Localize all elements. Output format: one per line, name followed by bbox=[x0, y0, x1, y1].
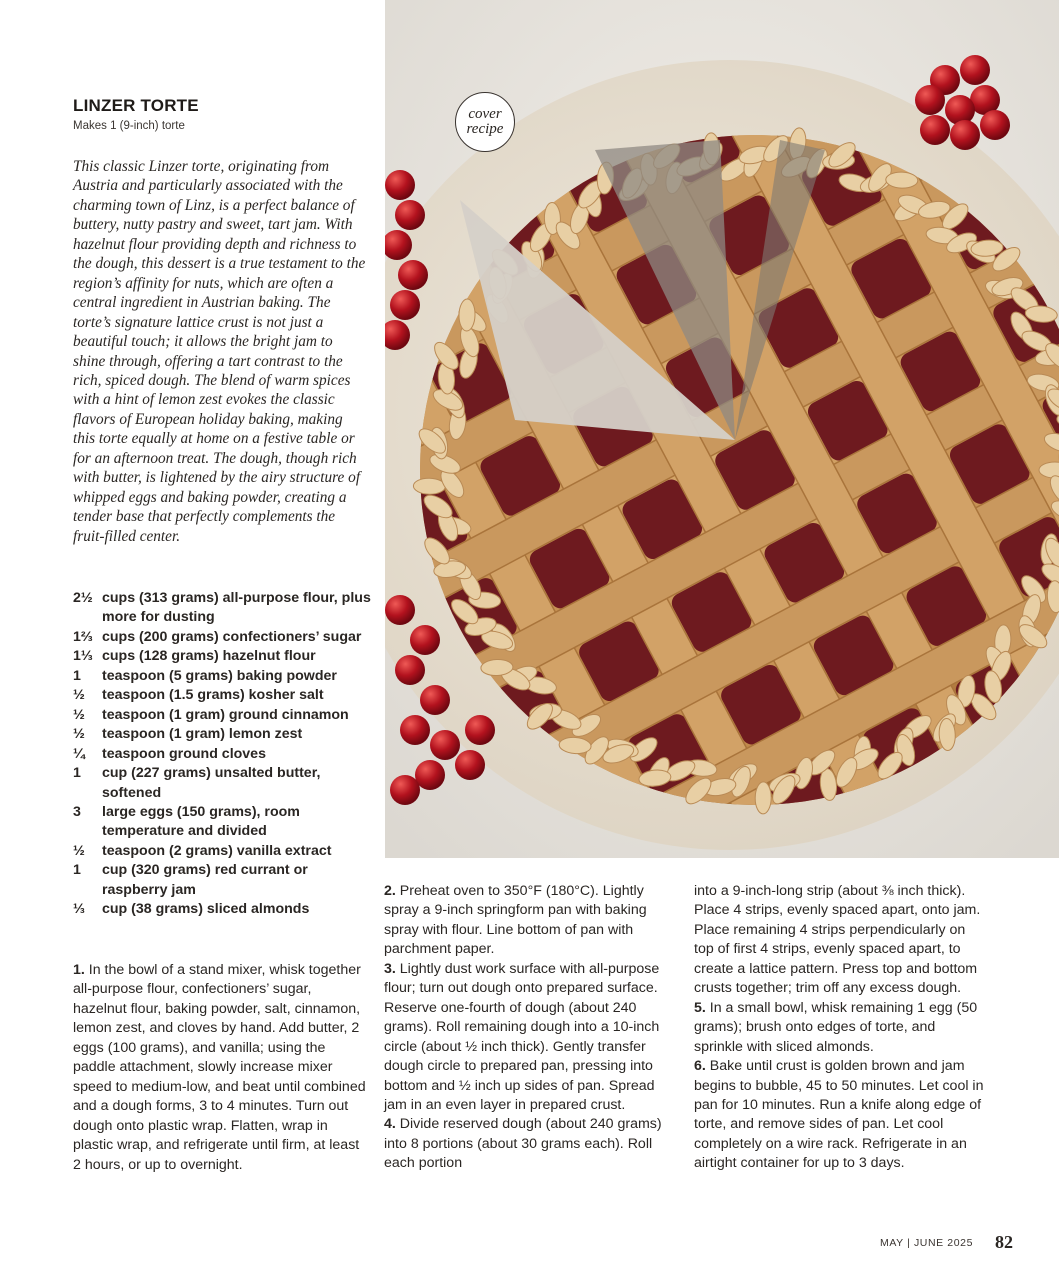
step-3 bbox=[384, 960, 676, 1116]
ingredient-qty: ½ bbox=[73, 687, 85, 704]
ingredient-text: cup (38 grams) sliced almonds bbox=[102, 901, 310, 918]
ingredient-text: teaspoon (1 gram) lemon zest bbox=[102, 726, 303, 743]
step-number: 5. bbox=[694, 999, 706, 1016]
ingredient-qty: 3 bbox=[73, 803, 81, 820]
red-currant bbox=[430, 730, 460, 760]
ingredient-qty: ½ bbox=[73, 726, 85, 743]
almond-slice bbox=[459, 299, 476, 331]
step-4 bbox=[384, 1115, 676, 1173]
ingredient-text: teaspoon (2 grams) vanilla extract bbox=[102, 842, 332, 859]
step-number: 1. bbox=[73, 962, 85, 978]
red-currant bbox=[960, 55, 990, 85]
red-currant bbox=[410, 625, 440, 655]
red-currant bbox=[945, 95, 975, 125]
red-currant bbox=[395, 200, 425, 230]
ingredient-qty: ⅓ bbox=[73, 901, 85, 918]
step-5 bbox=[694, 999, 984, 1057]
ingredient-text: cups (313 grams) all-purpose flour, plus more for dusting bbox=[102, 590, 371, 626]
ingredient-text: cup (227 grams) unsalted butter, softened bbox=[102, 765, 321, 801]
steps-column-3 bbox=[694, 882, 984, 1174]
ingredient-qty: ¼ bbox=[73, 745, 85, 762]
red-currant bbox=[385, 595, 415, 625]
red-currant bbox=[400, 715, 430, 745]
red-currant bbox=[398, 260, 428, 290]
footer-issue-date: MAY | JUNE 2025 bbox=[880, 1237, 974, 1249]
red-currant bbox=[390, 290, 420, 320]
step-6 bbox=[694, 1057, 984, 1174]
recipe-yield: Makes 1 (9-inch) torte bbox=[73, 120, 185, 132]
red-currant bbox=[420, 685, 450, 715]
red-currant bbox=[455, 750, 485, 780]
ingredient-text: teaspoon (5 grams) baking powder bbox=[102, 667, 337, 684]
ingredient-text: cups (200 grams) confectioners’ sugar bbox=[102, 628, 362, 645]
ingredient-item bbox=[73, 686, 373, 705]
step-text: Lightly dust work surface with all-purpose flour; turn out dough onto prepared surface. Reserve one-fourth of dough (about 240 grams). Roll remaining dough into a 10-inch circle (about ½ inch thick). Gently transfer dough circle to prepared pan, pressing into bottom and ½ inch up sides of pan. Spread jam in an even layer in prepared crust. bbox=[384, 960, 660, 1113]
ingredient-qty: ½ bbox=[73, 706, 85, 723]
recipe-title: LINZER TORTE bbox=[73, 96, 199, 115]
ingredient-item bbox=[73, 842, 373, 861]
step-text: Preheat oven to 350°F (180°C). Lightly spray a 9-inch springform pan with baking spray with flour. Line bottom of pan with parchment paper. bbox=[384, 883, 647, 958]
ingredient-item bbox=[73, 803, 373, 842]
step-number: 3. bbox=[384, 960, 396, 977]
steps-column-2 bbox=[384, 882, 676, 1174]
badge-line-2: recipe bbox=[466, 121, 504, 137]
ingredient-qty: ½ bbox=[73, 842, 85, 859]
step-text: In the bowl of a stand mixer, whisk together all-purpose flour, confectioners’ sugar, hazelnut flour, baking powder, salt, cinnamon, lemon zest, and cloves by hand. Add butter, 2 eggs (100 grams), and vanilla; using the paddle attachment, slowly increase mixer speed to medium-low, and beat until combined and a dough forms, 3 to 4 minutes. Turn out dough onto plastic wrap. Flatten, wrap in plastic wrap, and refrigerate until firm, at least 2 hours, or up to overnight. bbox=[73, 962, 366, 1173]
step-text: into a 9-inch-long strip (about ⅜ inch thick). Place 4 strips, evenly spaced apart, onto jam. Place remaining 4 strips perpendicularly on top of first 4 strips, evenly spaced apart, to create a lattice pattern. Press top and bottom crusts together; trim off any excess dough. bbox=[694, 883, 981, 997]
red-currant bbox=[395, 655, 425, 685]
red-currant bbox=[385, 170, 415, 200]
step-text: Bake until crust is golden brown and jam begins to bubble, 45 to 50 minutes. Let cool in pan for 10 minutes. Run a knife along edge of torte, and remove sides of pan. Let cool completely on a wire rack. Refrigerate in an airtight container for up to 3 days. bbox=[694, 1058, 984, 1172]
page-number: 82 bbox=[995, 1232, 1013, 1252]
recipe-intro: This classic Linzer torte, originating from Austria and particularly associated with the charming town of Linz, is a perfect balance of buttery, nutty pastry and sweet, tart jam. With hazelnut flour providing depth and richness to the dough, this dessert is a true testament to the region’s affinity for nuts, which are often a central ingredient in Austrian baking. The torte’s signature lattice crust is not just a beautiful touch; it allows the bright jam to shine through, offering a tart contrast to the rich, spiced dough. The blend of warm spices with a hint of lemon zest evokes the classic flavors of European holiday baking, making this torte equally at home on a festive table or for an afternoon treat. The dough, though rich with butter, is lightened by the airy structure of whipped eggs and baking powder, creating a tender base that perfectly complements the fruit-filled center. bbox=[73, 158, 366, 545]
ingredient-qty: 1⅔ bbox=[73, 628, 93, 645]
ingredient-qty: 1 bbox=[73, 862, 81, 879]
ingredient-text: cup (320 grams) red currant or raspberry jam bbox=[102, 862, 308, 898]
almond-slice bbox=[413, 478, 445, 495]
red-currant bbox=[920, 115, 950, 145]
ingredient-text: large eggs (150 grams), room temperature and divided bbox=[102, 803, 300, 840]
ingredient-text: cups (128 grams) hazelnut flour bbox=[102, 648, 316, 665]
ingredient-qty: 2½ bbox=[73, 590, 93, 606]
red-currant bbox=[465, 715, 495, 745]
ingredient-text: teaspoon ground cloves bbox=[102, 745, 266, 762]
ingredient-item bbox=[73, 589, 373, 628]
red-currant bbox=[950, 120, 980, 150]
ingredient-item bbox=[73, 667, 373, 686]
ingredient-qty: 1⅓ bbox=[73, 648, 93, 665]
red-currant bbox=[415, 760, 445, 790]
ingredient-item bbox=[73, 861, 373, 900]
step-1 bbox=[73, 961, 367, 1175]
ingredient-item bbox=[73, 745, 373, 764]
cover-recipe-badge bbox=[455, 92, 515, 152]
ingredient-text: teaspoon (1 gram) ground cinnamon bbox=[102, 706, 349, 723]
ingredient-qty: 1 bbox=[73, 765, 81, 782]
ingredient-item bbox=[73, 706, 373, 725]
steps-column-1 bbox=[73, 961, 367, 1175]
step-number: 4. bbox=[384, 1116, 396, 1133]
ingredient-item bbox=[73, 900, 373, 919]
step-2 bbox=[384, 882, 676, 960]
step-text: In a small bowl, whisk remaining 1 egg (50 grams); brush onto edges of torte, and sprinkle with sliced almonds. bbox=[694, 999, 978, 1055]
step-text: Divide reserved dough (about 240 grams) into 8 portions (about 30 grams each). Roll each portion bbox=[384, 1116, 662, 1172]
ingredient-qty: 1 bbox=[73, 667, 81, 684]
ingredient-item bbox=[73, 628, 373, 647]
ingredient-item bbox=[73, 764, 373, 803]
red-currant bbox=[980, 110, 1010, 140]
badge-line-1: cover bbox=[468, 106, 502, 122]
step-number: 6. bbox=[694, 1058, 706, 1075]
ingredient-text: teaspoon (1.5 grams) kosher salt bbox=[102, 687, 324, 704]
ingredient-item bbox=[73, 647, 373, 666]
ingredient-item bbox=[73, 725, 373, 744]
red-currant bbox=[915, 85, 945, 115]
almond-slice bbox=[755, 782, 771, 814]
ingredient-list bbox=[73, 589, 373, 920]
step-4-continued bbox=[694, 882, 984, 999]
red-currant bbox=[390, 775, 420, 805]
step-number: 2. bbox=[384, 883, 396, 899]
